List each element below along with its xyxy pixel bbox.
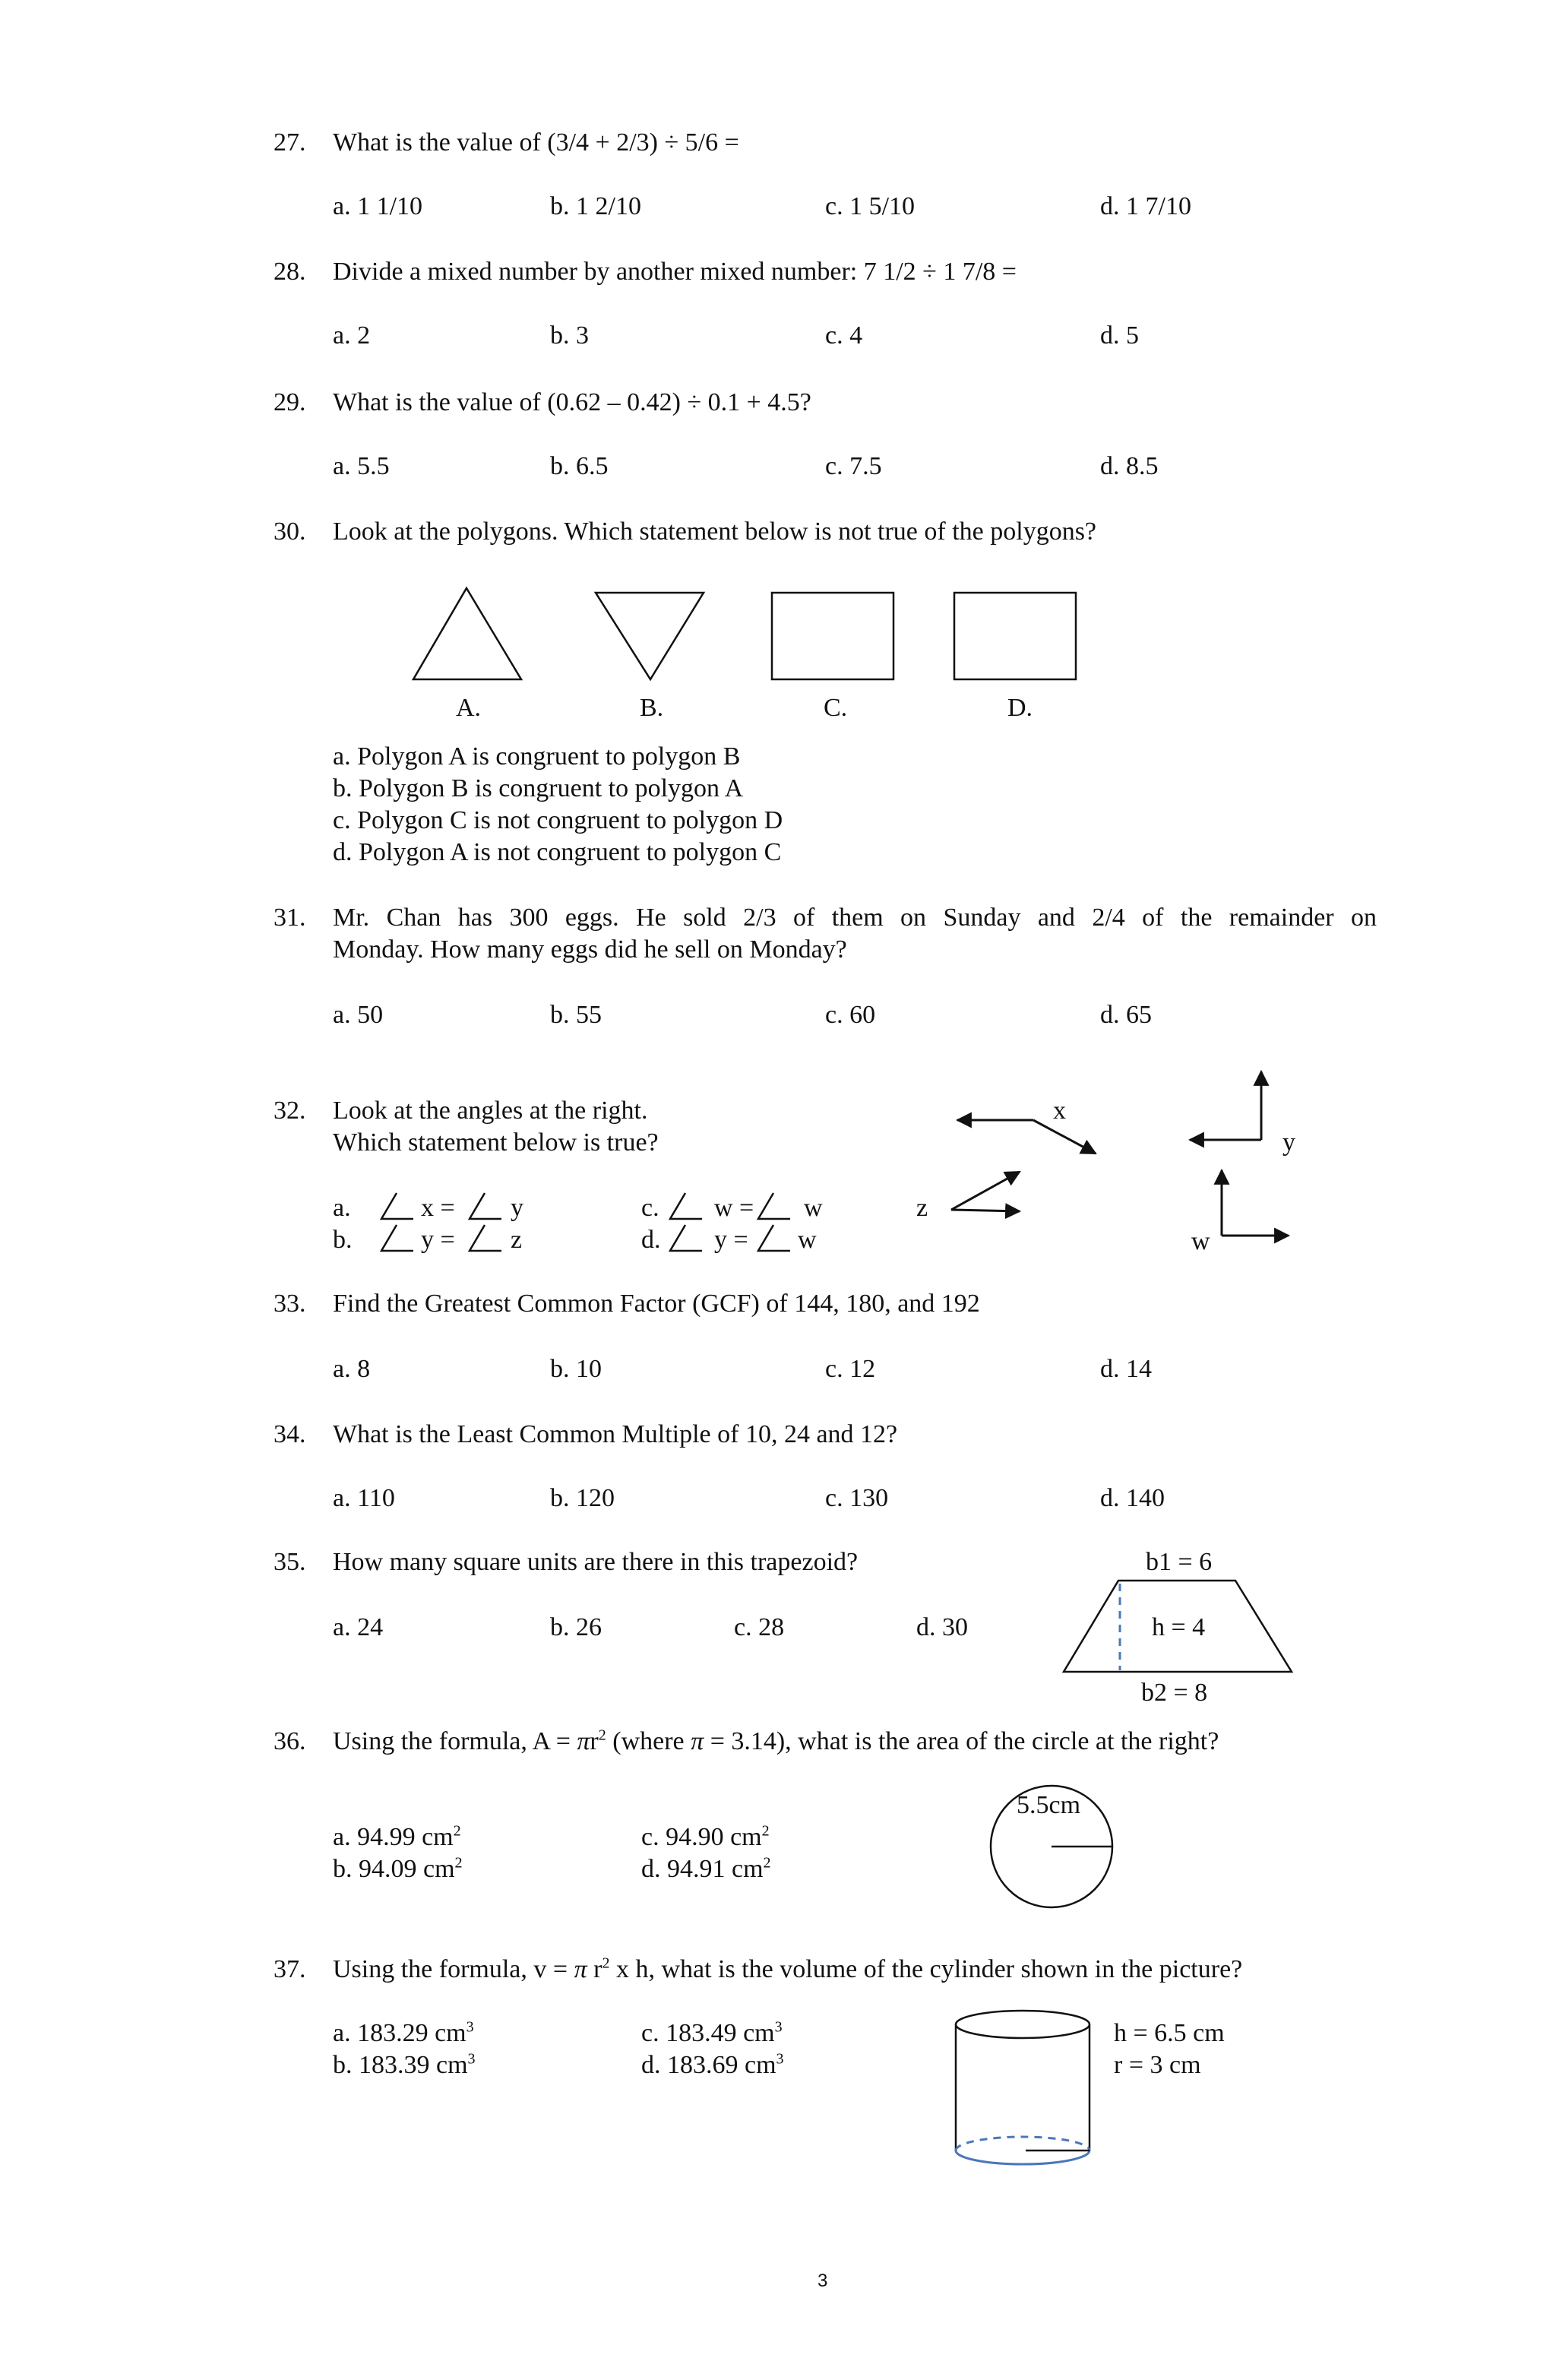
question-35-number: 35. bbox=[274, 1548, 306, 1576]
q32-option-a-right: y bbox=[511, 1194, 523, 1222]
question-30-text: Look at the polygons. Which statement below is not true of the polygons? bbox=[333, 517, 1097, 546]
q32-option-d-right: w bbox=[798, 1226, 817, 1254]
q35-option-b[interactable]: b. 26 bbox=[550, 1613, 602, 1641]
angles-diagram bbox=[912, 1064, 1337, 1277]
cylinder-top-ellipse bbox=[956, 2011, 1090, 2038]
q33-option-c[interactable]: c. 12 bbox=[825, 1355, 876, 1383]
question-36-text: Using the formula, $A = \pi r^2$ (where π = 3.14), what is the area of the circle at the right? bbox=[333, 1726, 1219, 1755]
q32-option-a-left: x = bbox=[421, 1194, 455, 1222]
q36-option-c[interactable]: c. 94.90 $cm^2$ bbox=[641, 1822, 770, 1851]
question-31-number: 31. bbox=[274, 904, 306, 932]
q28-option-b[interactable]: b. 3 bbox=[550, 321, 589, 350]
polygon-label-d: D. bbox=[1007, 694, 1033, 722]
angle-symbol-icon bbox=[380, 1225, 418, 1255]
question-28-number: 28. bbox=[274, 258, 306, 286]
page-number: 3 bbox=[818, 2271, 828, 2291]
q30-option-b[interactable]: b. Polygon B is congruent to polygon A bbox=[333, 774, 744, 802]
angle-symbol-icon bbox=[380, 1193, 418, 1223]
trapezoid-label-b1: b1 = 6 bbox=[1146, 1548, 1213, 1576]
q32-option-b-left: y = bbox=[421, 1226, 455, 1254]
question-37-number: 37. bbox=[274, 1955, 306, 1983]
question-37-text: Using the formula, v = π $r^2$ x h, what is the volume of the cylinder shown in the picture? bbox=[333, 1954, 1243, 1983]
polygon-b-inverted-triangle bbox=[596, 593, 704, 679]
q29-option-a[interactable]: a. 5.5 bbox=[333, 452, 390, 480]
question-33-number: 33. bbox=[274, 1290, 306, 1318]
q27-option-c[interactable]: c. 1 5/10 bbox=[825, 192, 916, 220]
cylinder-figure bbox=[950, 2006, 1102, 2173]
question-32-text-line1: Look at the angles at the right. bbox=[333, 1097, 648, 1125]
q30-option-d[interactable]: d. Polygon A is not congruent to polygon C bbox=[333, 838, 782, 866]
q32-option-a-letter[interactable]: a. bbox=[333, 1194, 351, 1222]
cylinder-bottom-back-dashed bbox=[956, 2137, 1090, 2151]
q32-option-b-right: z bbox=[511, 1226, 523, 1254]
angle-label-w: w bbox=[1191, 1227, 1210, 1255]
angle-symbol-icon bbox=[757, 1225, 795, 1255]
question-34-number: 34. bbox=[274, 1420, 306, 1448]
q27-option-b[interactable]: b. 1 2/10 bbox=[550, 192, 641, 220]
angle-label-y: y bbox=[1282, 1128, 1295, 1157]
question-29-number: 29. bbox=[274, 388, 306, 416]
angle-z-ray-right bbox=[951, 1210, 1020, 1211]
trapezoid-label-b2: b2 = 8 bbox=[1141, 1679, 1208, 1707]
question-30-number: 30. bbox=[274, 517, 306, 546]
angle-symbol-icon bbox=[669, 1193, 707, 1223]
q30-option-c[interactable]: c. Polygon C is not congruent to polygon D bbox=[333, 806, 783, 834]
q31-option-a[interactable]: a. 50 bbox=[333, 1001, 384, 1029]
angle-z-ray-up bbox=[951, 1172, 1020, 1210]
q37-option-b[interactable]: b. 183.39 $cm^3$ bbox=[333, 2050, 476, 2079]
q36-option-b[interactable]: b. 94.09 $cm^2$ bbox=[333, 1854, 463, 1883]
q32-option-c-letter[interactable]: c. bbox=[641, 1194, 659, 1222]
q32-option-d-left: y = bbox=[714, 1226, 748, 1254]
q35-option-d[interactable]: d. 30 bbox=[916, 1613, 968, 1641]
q33-option-b[interactable]: b. 10 bbox=[550, 1355, 602, 1383]
q27-option-d[interactable]: d. 1 7/10 bbox=[1100, 192, 1191, 220]
question-32-text-line2: Which statement below is true? bbox=[333, 1128, 659, 1157]
question-31-text-line1: Mr. Chan has 300 eggs. He sold 2/3 of them on Sunday and 2/4 of the remainder on bbox=[333, 904, 1377, 932]
polygon-label-c: C. bbox=[824, 694, 848, 722]
q31-option-c[interactable]: c. 60 bbox=[825, 1001, 876, 1029]
question-27-number: 27. bbox=[274, 128, 306, 157]
angle-symbol-icon bbox=[468, 1225, 506, 1255]
question-35-text: How many square units are there in this trapezoid? bbox=[333, 1548, 859, 1576]
angle-symbol-icon bbox=[669, 1225, 707, 1255]
polygon-label-a: A. bbox=[456, 694, 482, 722]
question-31-text-line2: Monday. How many eggs did he sell on Monday? bbox=[333, 935, 847, 964]
question-34-text: What is the Least Common Multiple of 10, 24 and 12? bbox=[333, 1420, 898, 1448]
polygon-d-rectangle bbox=[954, 593, 1076, 679]
q34-option-d[interactable]: d. 140 bbox=[1100, 1484, 1165, 1512]
q33-option-d[interactable]: d. 14 bbox=[1100, 1355, 1152, 1383]
q37-option-c[interactable]: c. 183.49 $cm^3$ bbox=[641, 2018, 783, 2047]
q28-option-d[interactable]: d. 5 bbox=[1100, 321, 1139, 350]
question-33-text: Find the Greatest Common Factor (GCF) of 144, 180, and 192 bbox=[333, 1290, 980, 1318]
q32-option-d-letter[interactable]: d. bbox=[641, 1226, 661, 1254]
cylinder-label-h: h = 6.5 cm bbox=[1114, 2019, 1225, 2047]
polygon-label-b: B. bbox=[640, 694, 664, 722]
angle-symbol-icon bbox=[757, 1193, 795, 1223]
q37-option-d[interactable]: d. 183.69 $cm^3$ bbox=[641, 2050, 784, 2079]
q32-option-c-right: w bbox=[804, 1194, 823, 1222]
cylinder-label-r: r = 3 cm bbox=[1114, 2051, 1201, 2079]
q34-option-c[interactable]: c. 130 bbox=[825, 1484, 889, 1512]
q36-option-d[interactable]: d. 94.91 $cm^2$ bbox=[641, 1854, 771, 1883]
q34-option-b[interactable]: b. 120 bbox=[550, 1484, 615, 1512]
q30-option-a[interactable]: a. Polygon A is congruent to polygon B bbox=[333, 742, 741, 771]
q32-option-c-left: w = bbox=[714, 1194, 754, 1222]
q27-option-a[interactable]: a. 1 1/10 bbox=[333, 192, 423, 220]
q36-option-a[interactable]: a. 94.99 $cm^2$ bbox=[333, 1822, 461, 1851]
question-27-text: What is the value of (3/4 + 2/3) ÷ 5/6 = bbox=[333, 128, 739, 157]
q31-option-b[interactable]: b. 55 bbox=[550, 1001, 602, 1029]
question-36-number: 36. bbox=[274, 1727, 306, 1755]
q34-option-a[interactable]: a. 110 bbox=[333, 1484, 395, 1512]
angle-label-x: x bbox=[1053, 1097, 1066, 1125]
angle-label-z: z bbox=[916, 1194, 928, 1222]
q29-option-b[interactable]: b. 6.5 bbox=[550, 452, 609, 480]
cylinder-bottom-front bbox=[956, 2151, 1090, 2164]
q35-option-c[interactable]: c. 28 bbox=[734, 1613, 785, 1641]
q28-option-c[interactable]: c. 4 bbox=[825, 321, 863, 350]
q28-option-a[interactable]: a. 2 bbox=[333, 321, 371, 350]
angle-symbol-icon bbox=[468, 1193, 506, 1223]
polygon-c-rectangle bbox=[772, 593, 893, 679]
q31-option-d[interactable]: d. 65 bbox=[1100, 1001, 1152, 1029]
trapezoid-label-h: h = 4 bbox=[1152, 1613, 1206, 1641]
q35-option-a[interactable]: a. 24 bbox=[333, 1613, 384, 1641]
polygons-figure bbox=[410, 585, 1094, 692]
q29-option-c[interactable]: c. 7.5 bbox=[825, 452, 882, 480]
question-32-number: 32. bbox=[274, 1097, 306, 1125]
q29-option-d[interactable]: d. 8.5 bbox=[1100, 452, 1159, 480]
circle-radius-label: 5.5cm bbox=[1017, 1791, 1081, 1819]
q33-option-a[interactable]: a. 8 bbox=[333, 1355, 371, 1383]
question-29-text: What is the value of (0.62 – 0.42) ÷ 0.1 + 4.5? bbox=[333, 388, 811, 416]
q37-option-a[interactable]: a. 183.29 $cm^3$ bbox=[333, 2018, 474, 2047]
polygon-a-triangle bbox=[413, 588, 521, 679]
q32-option-b-letter[interactable]: b. bbox=[333, 1226, 353, 1254]
question-28-text: Divide a mixed number by another mixed number: 7 1/2 ÷ 1 7/8 = bbox=[333, 258, 1017, 286]
